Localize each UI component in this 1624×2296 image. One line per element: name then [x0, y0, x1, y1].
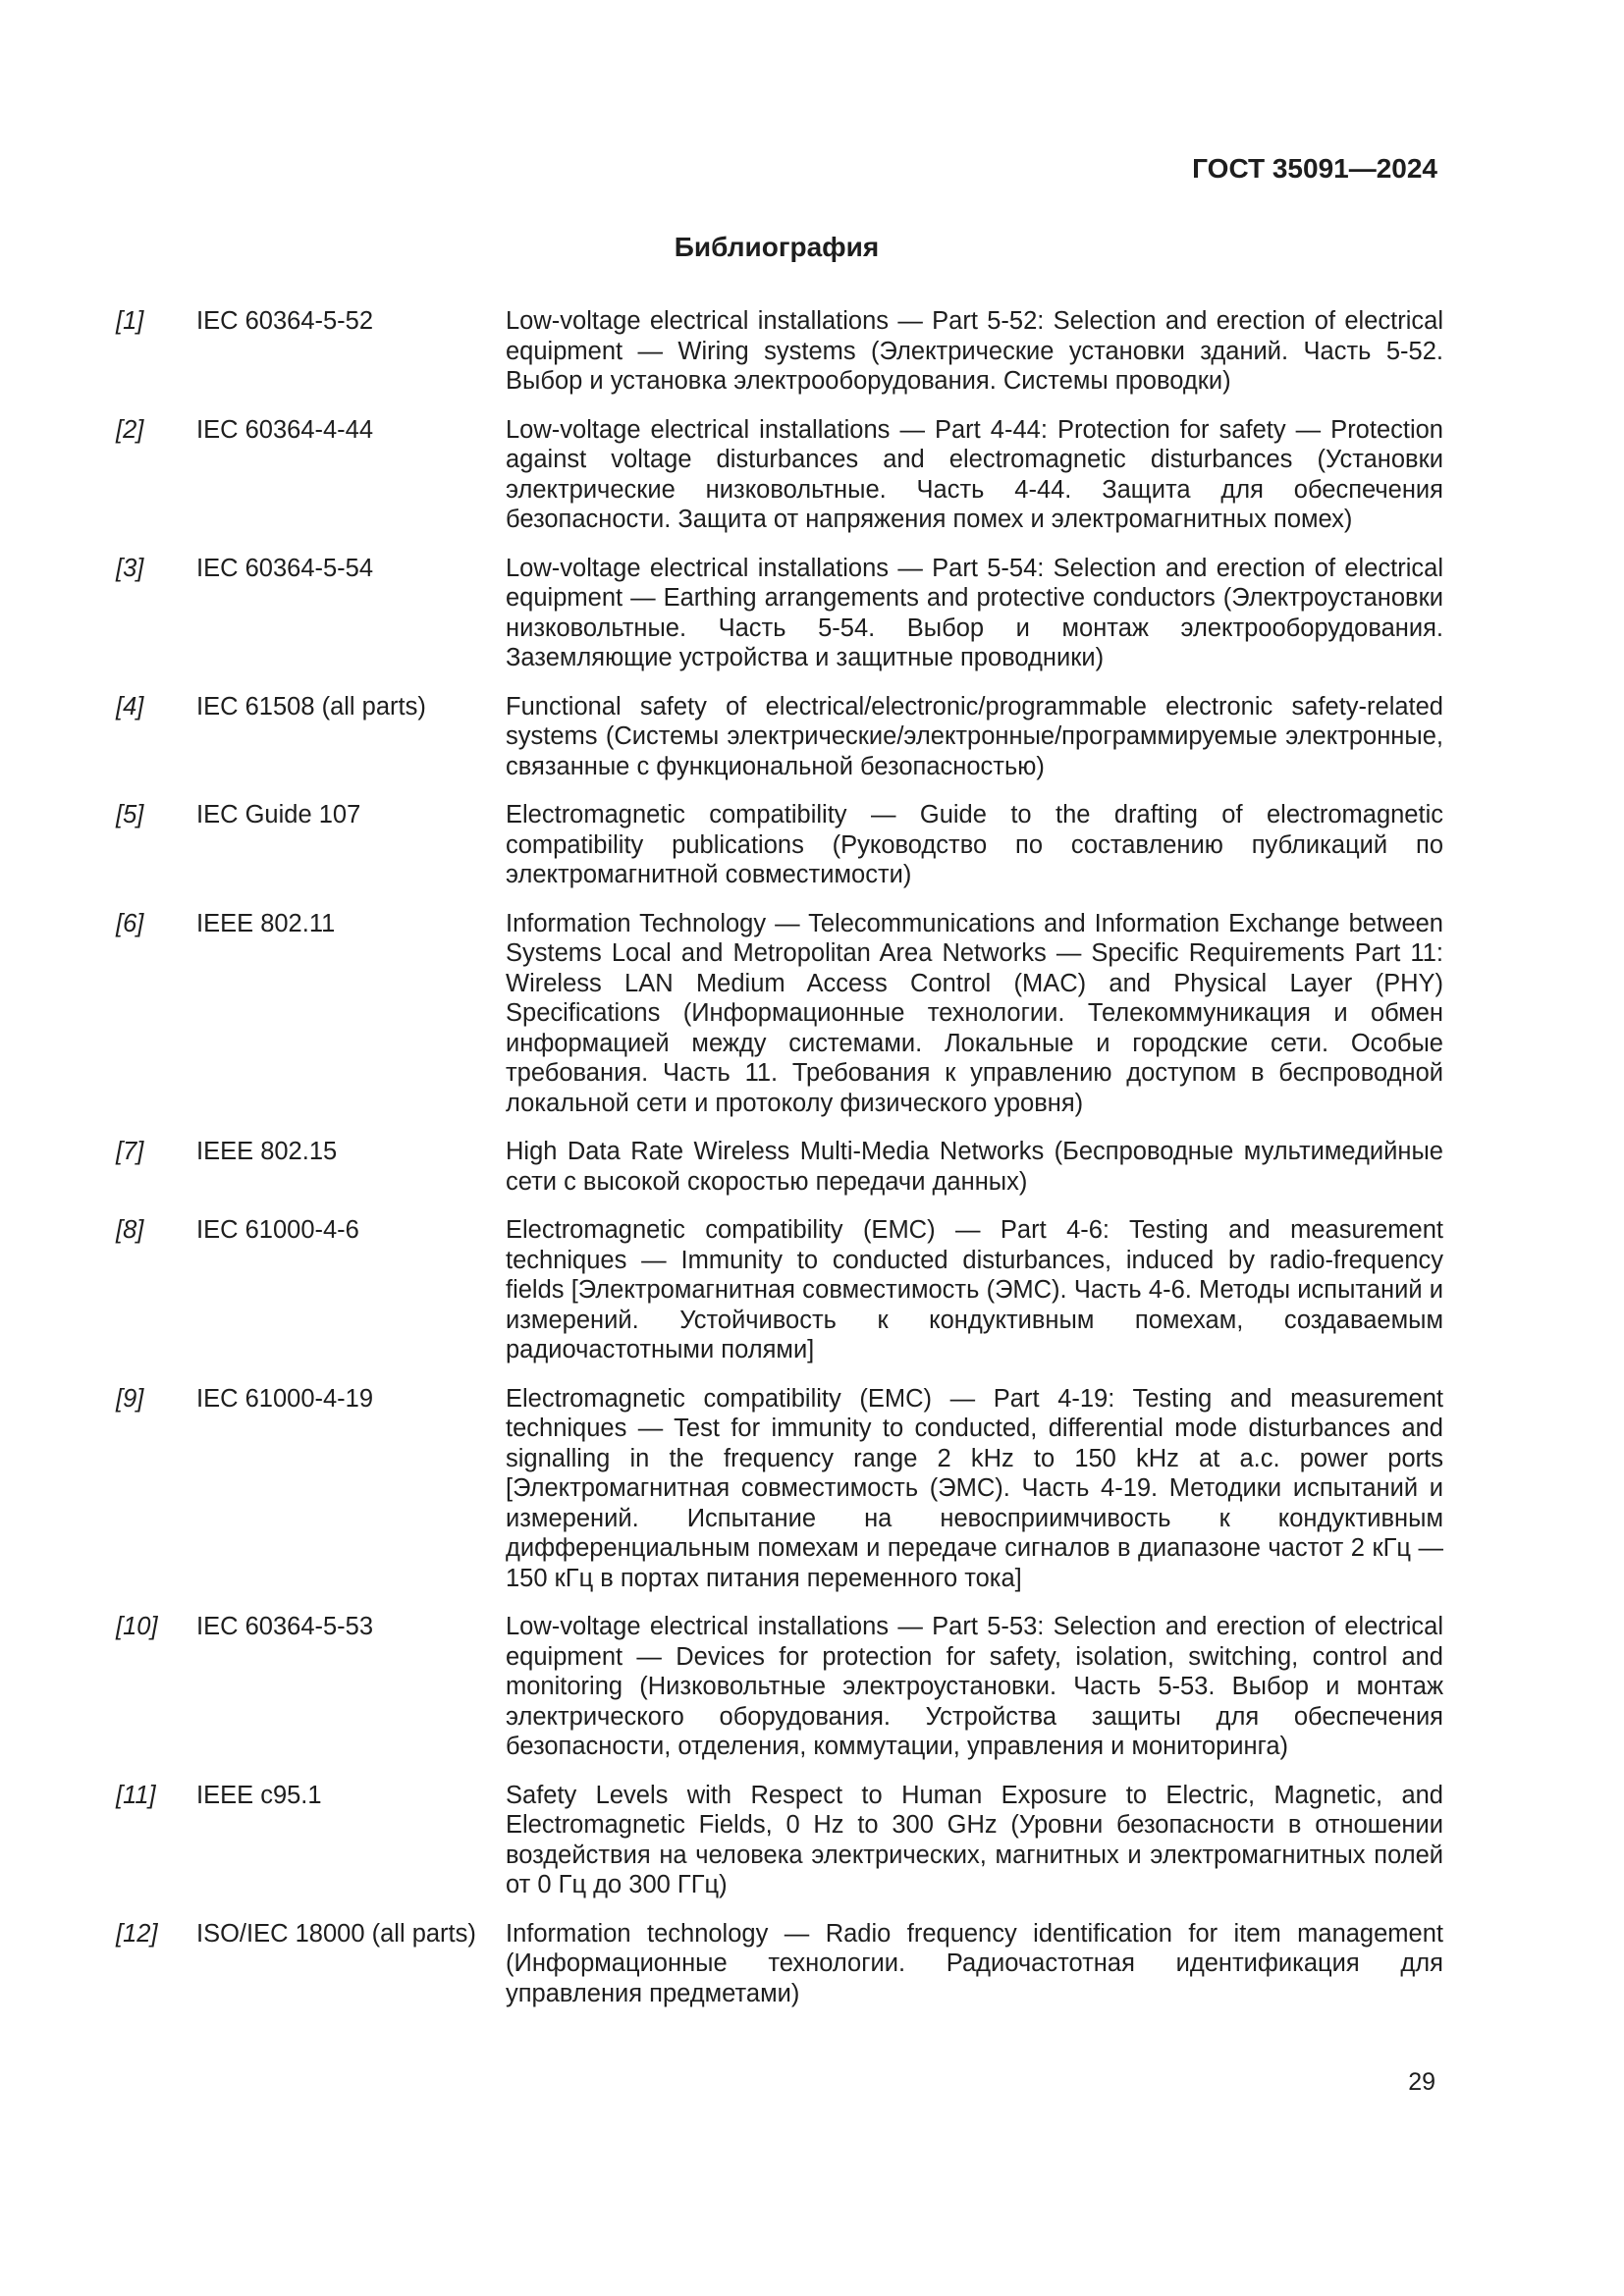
bibliography-entry	[116, 909, 1443, 1119]
entry-description: Electromagnetic compatibility — Guide to the drafting of electromagnetic compatibility publications (Руководство по составлению публикаций по электромагнитной совместимости)	[506, 801, 1443, 888]
entry-standard-code: IEC 61508 (all parts)	[196, 692, 426, 721]
entry-description: Low-voltage electrical installations — Part 5-54: Selection and erection of electrical equipment — Earthing arrangements and protective conductors (Электроустановки низковольтные. Часть 5-54. Выбор и монтаж электрооборудования. Заземляющие устройства и защитные проводники)	[506, 554, 1443, 671]
entry-standard-code: IEEE c95.1	[196, 1781, 322, 1809]
entry-ref-number: [5]	[116, 801, 144, 828]
entry-standard-code: IEC 61000-4-6	[196, 1216, 359, 1244]
entry-standard-code: IEC 60364-5-53	[196, 1613, 374, 1640]
entry-description: Low-voltage electrical installations — Part 5-52: Selection and erection of electrical equipment — Wiring systems (Электрические установки зданий. Часть 5-52. Выбор и установка электрооборудования. Системы проводки)	[506, 307, 1443, 395]
entry-description: Information Technology — Telecommunications and Information Exchange between Systems Local and Metropolitan Area Networks — Specific Requirements Part 11: Wireless LAN Medium Access Control (MAC) and Physical Layer (PHY) Specifications (Информационные технологии. Телекоммуникация и обмен информацией между системами. Локальные и городские сети. Особые требования. Часть 11. Требования к управлению доступом в беспроводной локальной сети и протоколу физического уровня)	[506, 909, 1443, 1117]
bibliography-entry	[116, 554, 1443, 673]
entry-description: Electromagnetic compatibility (EMC) — Part 4-19: Testing and measurement techniques — Test for immunity to conducted, differential mode disturbances and signalling in the frequency range 2 kHz to 150 kHz at a.c. power ports [Электромагнитная совместимость (ЭМС). Часть 4-19. Методики испытаний и измерений. Испытание на невосприимчивость к кондуктивным дифференциальным помехам и передаче сигналов в диапазоне частот 2 кГц — 150 кГц в портах питания переменного тока]	[506, 1384, 1443, 1592]
bibliography-entry	[116, 1919, 1443, 2009]
entry-description: Safety Levels with Respect to Human Exposure to Electric, Magnetic, and Electromagnetic Fields, 0 Hz to 300 GHz (Уровни безопасности в отношении воздействия на человека электрических, магнитных и электромагнитных полей от 0 Гц до 300 ГГц)	[506, 1781, 1443, 1898]
bibliography-entry	[116, 1612, 1443, 1762]
entry-standard-code: IEEE 802.11	[196, 909, 336, 937]
entry-ref-number: [2]	[116, 415, 144, 444]
entry-description: Functional safety of electrical/electronic/programmable electronic safety-related systems (Системы электрические/электронные/программируемые электронные, связанные с функциональной безопасностью)	[506, 692, 1443, 780]
entry-ref-number: [10]	[116, 1613, 158, 1640]
entry-standard-code: IEC 60364-4-44	[196, 415, 374, 444]
entry-ref-number: [1]	[116, 307, 144, 335]
entry-ref-number: [6]	[116, 909, 144, 937]
entry-ref-number: [8]	[116, 1216, 144, 1244]
entry-ref-number: [3]	[116, 554, 144, 582]
entry-description: Low-voltage electrical installations — Part 5-53: Selection and erection of electrical equipment — Devices for protection for safety, isolation, switching, control and monitoring (Низковольтные электроустановки. Часть 5-53. Выбор и монтаж электрического оборудования. Устройства защиты для обеспечения безопасности, отделения, коммутации, управления и мониторинга)	[506, 1613, 1443, 1760]
entry-description: Electromagnetic compatibility (EMC) — Part 4-6: Testing and measurement techniques — Immunity to conducted disturbances, induced by radio-frequency fields [Электромагнитная совместимость (ЭМС). Часть 4-6. Методы испытаний и измерений. Устойчивость к кондуктивным помехам, создаваемым радиочастотными полями]	[506, 1216, 1443, 1363]
entry-description: Information technology — Radio frequency identification for item management (Информационные технологии. Радиочастотная идентификация для управления предметами)	[506, 1919, 1443, 2007]
entry-standard-code: IEC 61000-4-19	[196, 1384, 374, 1413]
entry-standard-code: IEEE 802.15	[196, 1138, 338, 1165]
entry-ref-number: [9]	[116, 1384, 144, 1413]
bibliography-entry	[116, 1384, 1443, 1594]
entry-ref-number: [7]	[116, 1138, 144, 1165]
entry-ref-number: [4]	[116, 692, 144, 721]
page-number: 29	[1408, 2068, 1435, 2096]
entry-ref-number: [12]	[116, 1919, 158, 1948]
bibliography-entry	[116, 1781, 1443, 1900]
bibliography-entry	[116, 415, 1443, 535]
entry-standard-code: ISO/IEC 18000 (all parts)	[196, 1919, 476, 1948]
entry-description: High Data Rate Wireless Multi-Media Networks (Беспроводные мультимедийные сети с высокой скоростью передачи данных)	[506, 1138, 1443, 1196]
document-designation: ГОСТ 35091—2024	[1192, 153, 1437, 184]
bibliography-entry	[116, 306, 1443, 397]
bibliography-list	[116, 306, 1443, 2027]
entry-standard-code: IEC 60364-5-52	[196, 307, 374, 335]
bibliography-entry	[116, 1215, 1443, 1365]
entry-description: Low-voltage electrical installations — Part 4-44: Protection for safety — Protection against voltage disturbances and electromagnetic disturbances (Установки электрические низковольтные. Часть 4-44. Защита для обеспечения безопасности. Защита от напряжения помех и электромагнитных помех)	[506, 415, 1443, 533]
bibliography-entry	[116, 1137, 1443, 1197]
page-title: Библиография	[674, 232, 880, 262]
bibliography-entry	[116, 800, 1443, 890]
entry-standard-code: IEC Guide 107	[196, 801, 361, 828]
entry-standard-code: IEC 60364-5-54	[196, 554, 374, 582]
bibliography-entry	[116, 692, 1443, 782]
entry-ref-number: [11]	[116, 1781, 156, 1809]
